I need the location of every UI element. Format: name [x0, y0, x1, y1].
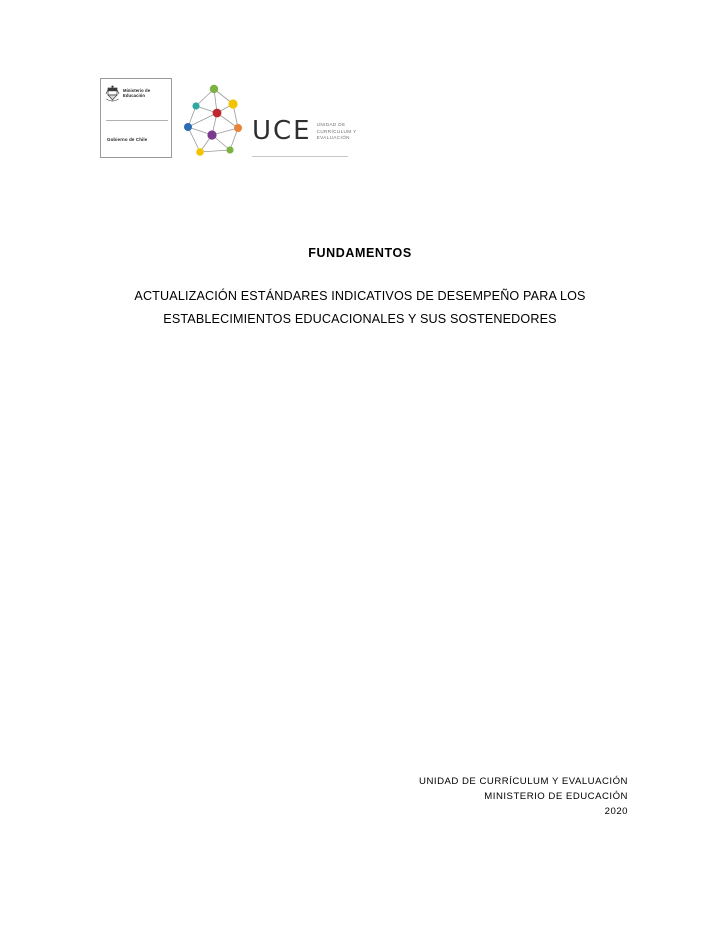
coat-of-arms-icon [105, 85, 120, 105]
ministry-footer-text: Gobierno de Chile [107, 137, 148, 142]
ministry-name-line-1: Ministerio de [123, 88, 151, 93]
uce-underline [252, 156, 348, 157]
uce-subtitle [317, 122, 357, 144]
network-graphic-icon [174, 80, 252, 162]
footer-ministry: MINISTERIO DE EDUCACIÓN [484, 791, 628, 802]
uce-subtitle-line-1: UNIDAD DE [316, 122, 346, 128]
logo-lockup [100, 78, 360, 168]
ministry-name [123, 85, 150, 99]
document-footer [419, 774, 628, 819]
footer-year: 2020 [604, 806, 628, 817]
uce-subtitle-line-3: EVALUACIÓN [316, 134, 350, 140]
ministry-name-line-2: Educación [123, 93, 146, 99]
uce-wordmark [252, 118, 357, 144]
ministry-logo-divider [106, 120, 168, 121]
page-title: ACTUALIZACIÓN ESTÁNDARES INDICATIVOS DE DESEMPEÑO PARA LOS ESTABLECIMIENTOS EDUCACIONALES Y SUS SOSTENEDORES [134, 289, 586, 326]
document-kicker: FUNDAMENTOS [308, 246, 412, 260]
footer-unit: UNIDAD DE CURRÍCULUM Y EVALUACIÓN [419, 776, 628, 787]
uce-letters: UCE [252, 116, 312, 146]
ministry-logo [100, 78, 172, 158]
ministry-logo-top [105, 85, 150, 105]
uce-subtitle-line-2: CURRÍCULUM Y [316, 128, 357, 134]
